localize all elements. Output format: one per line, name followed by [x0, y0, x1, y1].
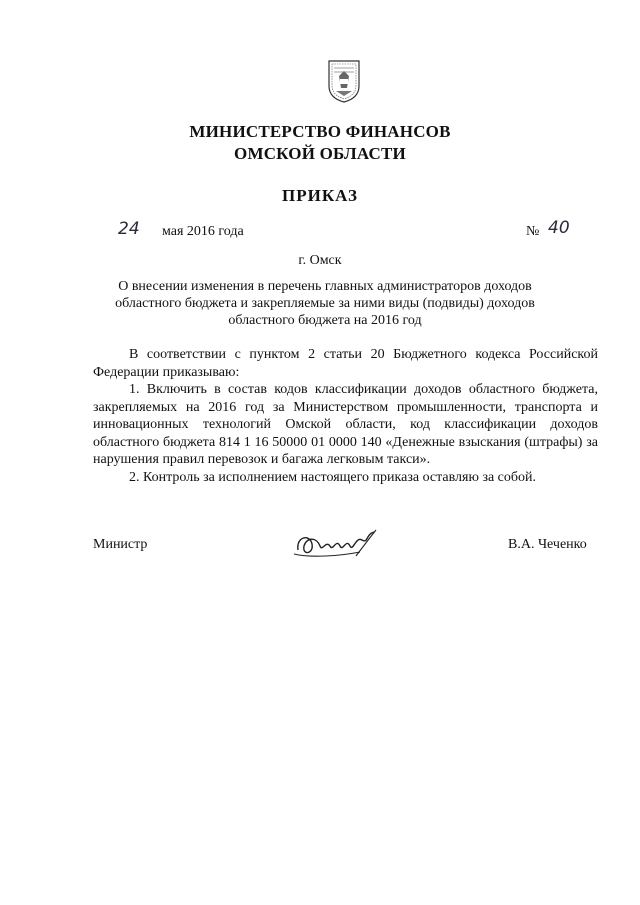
- document-subject: О внесении изменения в перечень главных администраторов доходов областного бюджета и закрепляемые за ними виды (подвиды) доходов областного бюджета на 2016 год: [115, 279, 535, 328]
- date-month-year: мая 2016 года: [162, 224, 244, 239]
- handwritten-document-number: 40: [548, 218, 570, 238]
- document-type-title: ПРИКАЗ: [282, 186, 358, 205]
- ministry-name-line1: МИНИСТЕРСТВО ФИНАНСОВ: [189, 122, 451, 141]
- signatory-title: Министр: [93, 537, 148, 552]
- document-body: [93, 346, 598, 486]
- number-sign: №: [526, 224, 540, 239]
- body-item-1: 1. Включить в состав кодов классификации доходов областного бюджета, закрепляемых на 2016 год за Министерством промышленности, транспорта и инновационных технологий Омской области, код классификации доходов областного бюджета 814 1 16 50000 01 0000 140 «Денежные взыскания (штрафы) за нарушения правил перевозок и багажа легковым такси».: [93, 382, 598, 467]
- ministry-name-line2: ОМСКОЙ ОБЛАСТИ: [234, 144, 406, 163]
- body-intro-paragraph: В соответствии с пунктом 2 статьи 20 Бюджетного кодекса Российской Федерации приказываю:: [93, 347, 598, 380]
- handwritten-date-day: 24: [118, 219, 140, 239]
- body-item-2: 2. Контроль за исполнением настоящего приказа оставляю за собой.: [129, 469, 537, 485]
- coat-of-arms-icon: [326, 58, 362, 104]
- handwritten-signature-icon: [290, 526, 380, 562]
- city-label: г. Омск: [298, 253, 342, 268]
- signatory-name: В.А. Чеченко: [508, 537, 587, 552]
